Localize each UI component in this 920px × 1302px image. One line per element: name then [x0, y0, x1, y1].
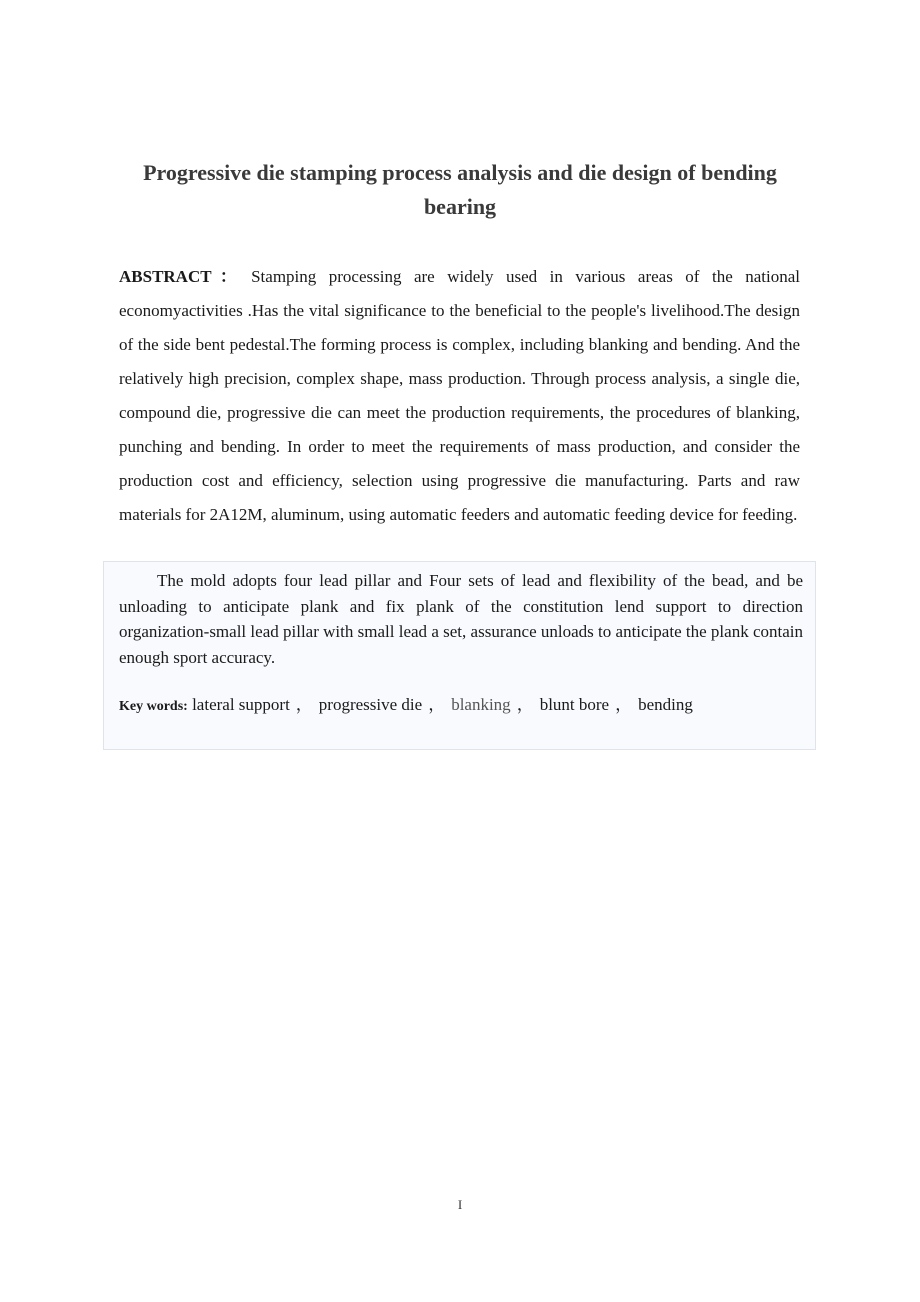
keywords-line	[119, 692, 803, 720]
paper-title: Progressive die stamping process analysis and die design of bending bearing	[143, 160, 777, 219]
keyword-item: blunt bore	[539, 695, 610, 714]
keywords-label: Key words:	[119, 699, 188, 714]
mold-paragraph: The mold adopts four lead pillar and Four sets of lead and flexibility of the bead, and be unloading to anticipate plank and fix plank of the constitution lend support to direction organization-small lead pillar with small lead a set, assurance unloads to anticipate the plank contain enough sport accuracy.	[119, 571, 803, 667]
keyword-item: progressive die	[318, 695, 423, 714]
keyword-item: lateral support	[192, 695, 290, 714]
abstract-separator: ：	[211, 267, 246, 286]
keyword-separator: ，	[615, 695, 633, 714]
keyword-item: bending	[638, 695, 693, 714]
keyword-separator: ，	[516, 695, 534, 714]
abstract-label: ABSTRACT	[119, 267, 212, 286]
abstract-text: Stamping processing are widely used in various areas of the national economyactivities .Has the vital significance to the beneficial to the people's livelihood.The design of the side bent pedestal.The forming process is complex, including blanking and bending. And the relatively high precision, complex shape, mass production. Through process analysis, a single die, compound die, progressive die can meet the production requirements, the procedures of blanking, punching and bending. In order to meet the requirements of mass production, and consider the production cost and efficiency, selection using progressive die manufacturing. Parts and raw materials for 2A12M, aluminum, using automatic feeders and automatic feeding device for feeding.	[119, 267, 800, 524]
keyword-separator: ，	[295, 695, 313, 714]
abstract-paragraph	[119, 260, 800, 532]
selected-text-box[interactable]	[103, 561, 816, 750]
page-number: I	[457, 1197, 463, 1212]
keyword-separator: ，	[428, 695, 446, 714]
keyword-item: blanking	[451, 695, 511, 714]
